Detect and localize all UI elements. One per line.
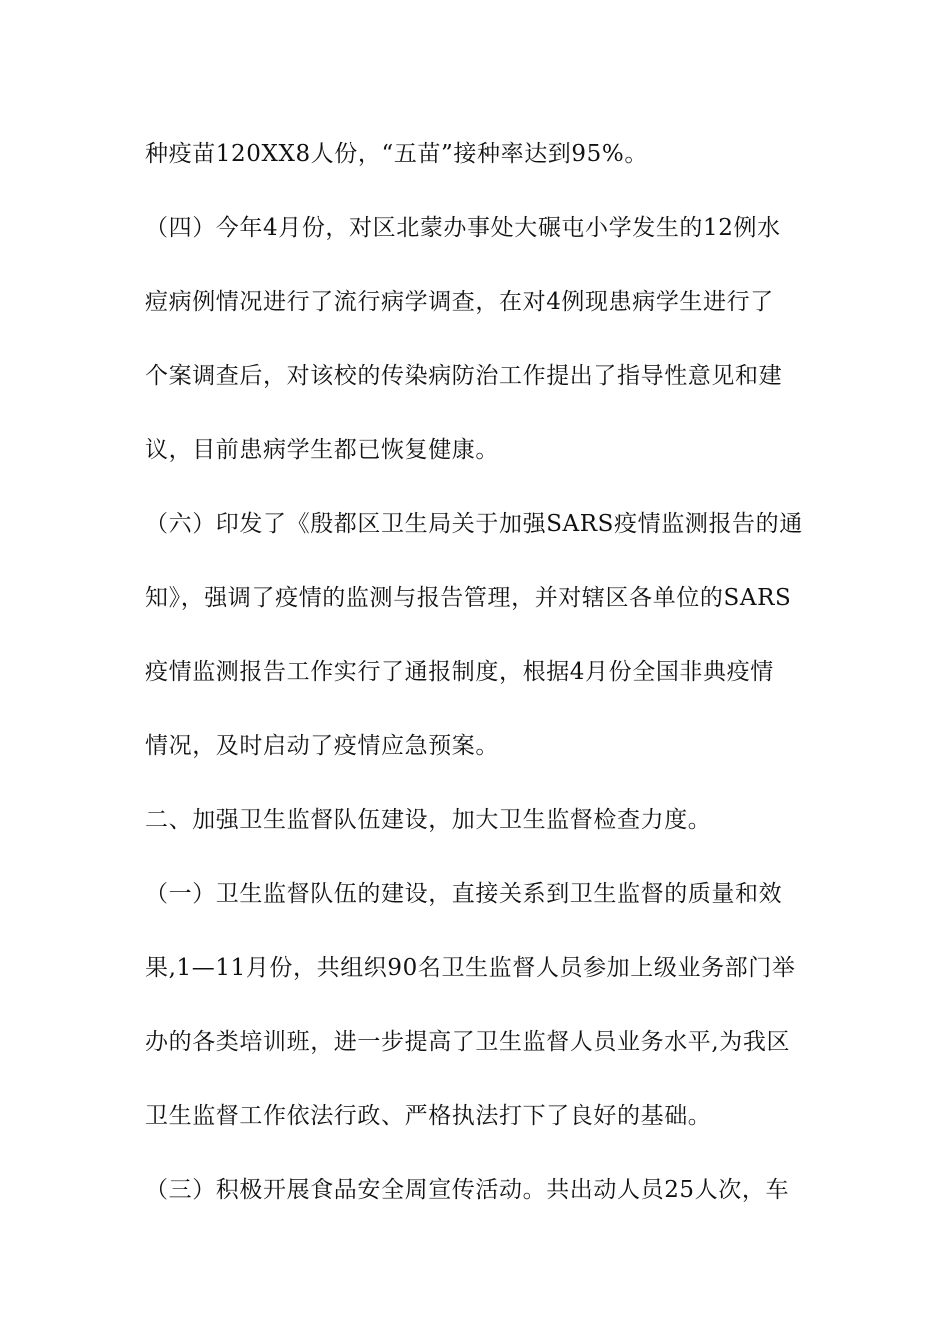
text-line: 卫生监督工作依法行政、严格执法打下了良好的基础。 [145,1103,712,1129]
text-line: 痘病例情况进行了流行病学调查，在对4例现患病学生进行了 [145,289,774,315]
text-line: （六）印发了《殷都区卫生局关于加强SARS疫情监测报告的通 [145,511,803,537]
text-line: 疫情监测报告工作实行了通报制度，根据4月份全国非典疫情 [145,659,774,685]
section-heading: 二、加强卫生监督队伍建设，加大卫生监督检查力度。 [145,807,712,833]
text-line: （三）积极开展食品安全周宣传活动。共出动人员25人次，车 [145,1177,790,1203]
text-line: 个案调查后，对该校的传染病防治工作提出了指导性意见和建 [145,363,783,389]
text-line: 情况，及时启动了疫情应急预案。 [145,733,499,759]
text-line: 果,1—11月份，共组织90名卫生监督人员参加上级业务部门举 [145,955,796,981]
text-line: 办的各类培训班，进一步提高了卫生监督人员业务水平,为我区 [145,1029,791,1055]
text-line: 知》，强调了疫情的监测与报告管理，并对辖区各单位的SARS [145,585,792,611]
text-line: （四）今年4月份，对区北蒙办事处大碾屯小学发生的12例水 [145,215,781,241]
text-line: （一）卫生监督队伍的建设，直接关系到卫生监督的质量和效 [145,881,783,907]
text-line: 种疫苗120XX8人份，“五苗”接种率达到95%。 [145,141,648,167]
text-line: 议，目前患病学生都已恢复健康。 [145,437,499,463]
